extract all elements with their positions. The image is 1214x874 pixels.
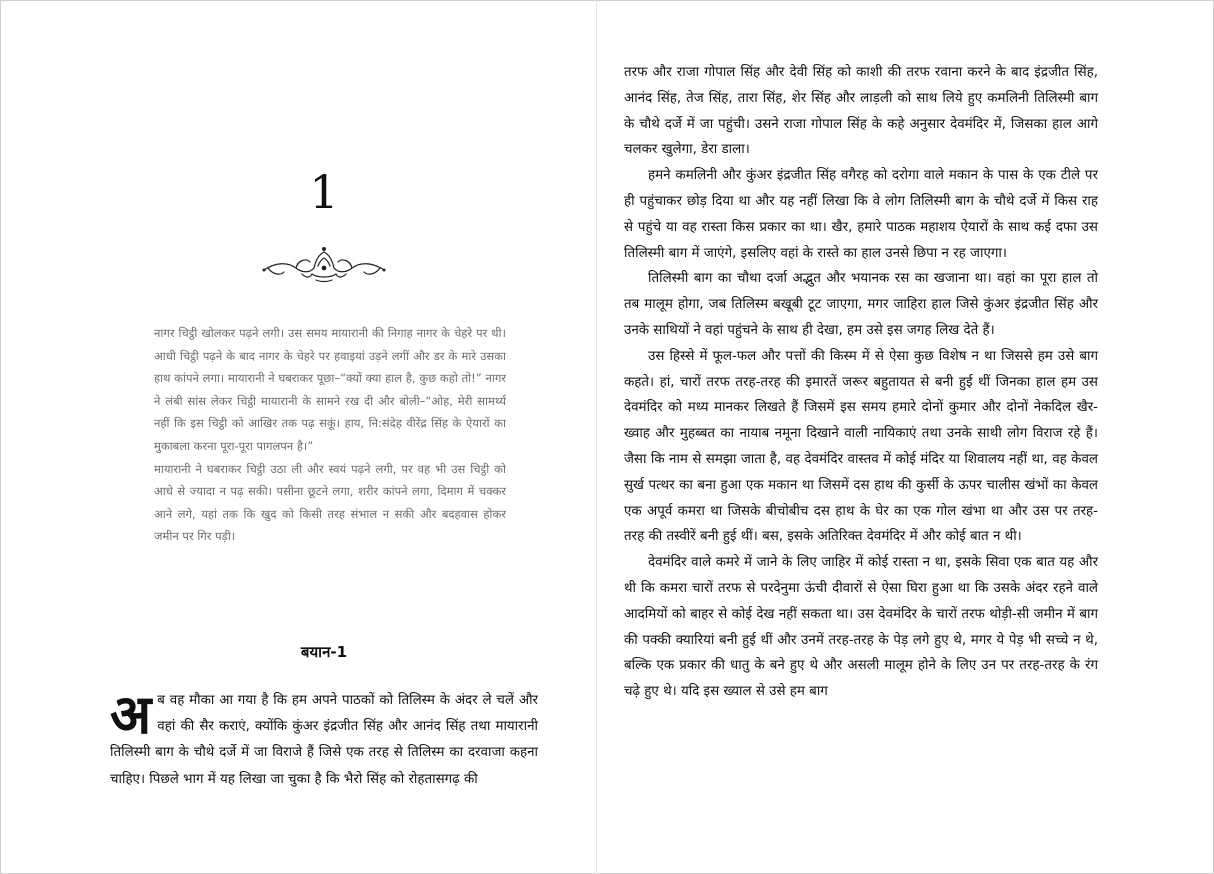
epigraph-paragraph: नागर चिट्ठी खोलकर पढ़ने लगी। उस समय मायारानी की निगाह नागर के चेहरे पर थी। आधी चिट्ठी पढ़ने के बाद नागर के चेहरे पर हवाइयां उड़ने लगीं और डर के मारे उसका हाथ कांपने लगा। मायारानी ने घबराकर पूछा–“क्यों क्या हाल है, कुछ कहो तो!” नागर ने लंबी सांस लेकर चिट्ठी मायारानी के सामने रख दी और बोली–“ओह, मेरी सामर्थ्य नहीं कि इस चिट्ठी को आखिर तक पढ़ सकूं। हाय, नि:संदेह वीरेंद्र सिंह के ऐयारों का मुकाबला करना पूरा-पूरा पागलपन है।” xyxy=(154,326,506,453)
body-paragraph: देवमंदिर वाले कमरे में जाने के लिए जाहिर में कोई रास्ता न था, इसके सिवा एक बात यह और थी कि कमरा चारों तरफ से परदेनुमा ऊंची दीवारों से ऐसा घिरा हुआ था कि उसके अंदर रहने वाले आदमियों को बाहर से कोई देख नहीं सकता था। उस देवमंदिर के चारों तरफ थोड़ी-सी जमीन में बाग की पक्की क्यारियां बनी हुई थीं और उनमें तरह-तरह के पेड़ लगे हुए थे, मगर ये पेड़ भी सच्चे न थे, बल्कि एक प्रकार की धातु के बने हुए थे और असली मालूम होने के लिए उन पर तरह-तरह के रंग चढ़े हुए थे। यदि इस ख्याल से उसे हम बाग xyxy=(624,555,1098,700)
epigraph-paragraph: मायारानी ने घबराकर चिट्ठी उठा ली और स्वयं पढ़ने लगी, पर वह भी उस चिट्ठी को आधे से ज्यादा न पढ़ सकी। पसीना छूटने लगा, शरीर कांपने लगा, दिमाग में चक्कर आने लगे, यहां तक कि खुद को किसी तरह संभाल न सकी और बदहवास होकर जमीन पर गिर पड़ी। xyxy=(154,461,506,544)
chapter-epigraph xyxy=(154,322,506,548)
page-spine xyxy=(596,0,597,874)
opening-paragraph xyxy=(110,683,538,793)
body-paragraph: तिलिस्मी बाग का चौथा दर्जा अद्भुत और भयानक रस का खजाना था। वहां का पूरा हाल तो तब मालूम होगा, जब तिलिस्म बखूबी टूट जाएगा, मगर जाहिरा हाल जिसे कुंअर इंद्रजीत सिंह और उनके साथियों ने वहां पहुंचने के साथ ही देखा, हम उसे इस जगह लिख देते हैं। xyxy=(624,271,1098,338)
body-paragraph: तरफ और राजा गोपाल सिंह और देवी सिंह को काशी की तरफ रवाना करने के बाद इंद्रजीत सिंह, आनंद सिंह, तेज सिंह, तारा सिंह, शेर सिंह और लाड़ली को साथ लिये हुए कमलिनी तिलिस्मी बाग के चौथे दर्जे में जा पहुंची। उसने राजा गोपाल सिंह के कहे अनुसार देवमंदिर में, जिसका हाल आगे चलकर खुलेगा, डेरा डाला। xyxy=(624,65,1098,158)
chapter-number: 1 xyxy=(309,165,339,219)
drop-cap: अ xyxy=(110,683,152,746)
body-paragraph: हमने कमलिनी और कुंअर इंद्रजीत सिंह वगैरह को दरोगा वाले मकान के पास के एक टीले पर ही पहुंचाकर छोड़ दिया था और यह नहीं लिखा कि वे लोग तिलिस्मी बाग के चौथे दर्जे में किस राह से पहुंचे या वह रास्ता किस प्रकार का था। खैर, हमारे पाठक महाशय ऐयारों के साथ कई दफा उस तिलिस्मी बाग में जाएंगे, इसलिए वहां के रास्ते का हाल उनसे छिपा न रह जाएगा। xyxy=(624,168,1098,261)
right-page xyxy=(624,60,1098,840)
opening-text: ब वह मौका आ गया है कि हम अपने पाठकों को तिलिस्म के अंदर ले चलें और वहां की सैर कराएं, क्योंकि कुंअर इंद्रजीत सिंह और आनंद सिंह तथा मायारानी तिलिस्मी बाग के चौथे दर्जे में जा विराजे हैं जिसे एक तरह से तिलिस्म का दरवाजा कहना चाहिए। पिछले भाग में यह लिखा जा चुका है कि भैरो सिंह को रोहतासगढ़ की xyxy=(110,693,538,787)
flourish-ornament-icon xyxy=(262,244,386,286)
section-heading: बयान-1 xyxy=(300,643,348,661)
left-page xyxy=(110,0,538,874)
body-paragraph: उस हिस्से में फूल-फल और पत्तों की किस्म में से ऐसा कुछ विशेष न था जिससे हम उसे बाग कहते। हां, चारों तरफ तरह-तरह की इमारतें जरूर बहुतायत से बनी हुई थीं जिनका हाल हम उस देवमंदिर को मध्य मानकर लिखते हैं जिसमें इस समय हमारे दोनों कुमार और दोनों नेकदिल खैर-ख्वाह और मुहब्बत का नायाब नमूना दिखाने वाली नायिकाएं तथा उनके साथी लोग विराज रहे हैं। जैसा कि नाम से समझा जाता है, वह देवमंदिर वास्तव में कोई मंदिर या शिवालय नहीं था, वह केवल सुर्ख पत्थर का बना हुआ एक मकान था जिसमें दस हाथ की कुर्सी के ऊपर चालीस खंभों का केवल एक अपूर्व कमरा था जिसके बीचोबीच दस हाथ के घेर का एक गोल खंभा था और उस पर तरह-तरह की तस्वीरें बनी हुई थीं। बस, इसके अतिरिक्त देवमंदिर में और कोई बात न थी। xyxy=(624,348,1098,545)
